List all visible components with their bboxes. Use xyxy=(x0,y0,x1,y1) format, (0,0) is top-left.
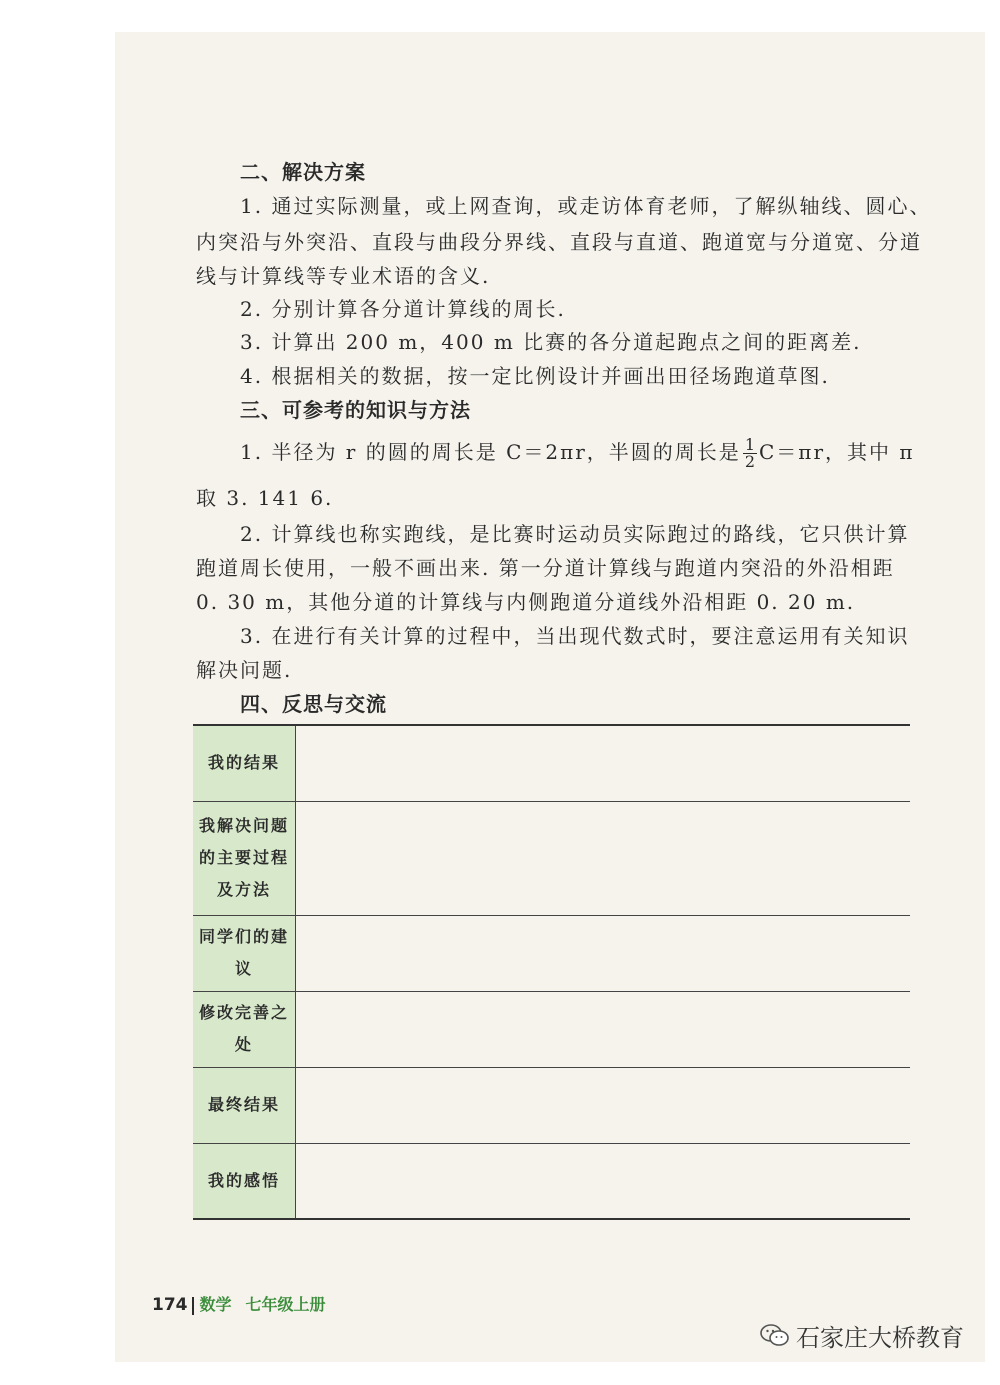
section3-knowledge2-line3: 0. 30 m，其他分道的计算线与内侧跑道分道线外沿相距 0. 20 m. xyxy=(196,590,856,614)
table-row xyxy=(193,991,910,1067)
fraction-numerator: 1 xyxy=(744,435,755,454)
row-label: 我的感悟 xyxy=(193,1143,296,1219)
row-label: 我解决问题的主要过程及方法 xyxy=(193,801,296,915)
section3-knowledge3-line2: 解决问题. xyxy=(196,658,293,682)
table-row xyxy=(193,801,910,915)
section3-heading: 三、可参考的知识与方法 xyxy=(240,398,471,422)
knowledge1-text-after: C＝πr，其中 π xyxy=(759,440,915,464)
section2-item1-line1: 1. 通过实际测量，或上网查询，或走访体育老师，了解纵轴线、圆心、 xyxy=(240,194,932,218)
section2-item2: 2. 分别计算各分道计算线的周长. xyxy=(240,297,566,321)
answer-cell[interactable] xyxy=(296,725,911,801)
section2-item3: 3. 计算出 200 m，400 m 比赛的各分道起跑点之间的距离差. xyxy=(240,330,862,354)
section3-knowledge1-line1 xyxy=(240,436,915,470)
section3-knowledge3-line1: 3. 在进行有关计算的过程中，当出现代数式时，要注意运用有关知识 xyxy=(240,624,910,648)
footer-grade: 七年级上册 xyxy=(245,1295,326,1314)
section4-heading: 四、反思与交流 xyxy=(240,692,387,716)
page-footer xyxy=(152,1292,326,1315)
answer-cell[interactable] xyxy=(296,991,911,1067)
row-label: 我的结果 xyxy=(193,725,296,801)
knowledge1-text-before: 1. 半径为 r 的圆的周长是 C＝2πr，半圆的周长是 xyxy=(240,440,741,464)
section3-knowledge2-line2: 跑道周长使用，一般不画出来. 第一分道计算线与跑道内突沿的外沿相距 xyxy=(196,556,895,580)
row-label: 最终结果 xyxy=(193,1067,296,1143)
answer-cell[interactable] xyxy=(296,1143,911,1219)
answer-cell[interactable] xyxy=(296,915,911,991)
watermark-text: 石家庄大桥教育 xyxy=(796,1324,964,1352)
source-watermark xyxy=(760,1318,964,1355)
row-label: 修改完善之处 xyxy=(193,991,296,1067)
table-row xyxy=(193,1067,910,1143)
section3-knowledge1-line2: 取 3. 141 6. xyxy=(196,486,334,510)
answer-cell[interactable] xyxy=(296,801,911,915)
fraction-one-half xyxy=(743,437,757,470)
section2-item4: 4. 根据相关的数据，按一定比例设计并画出田径场跑道草图. xyxy=(240,364,830,388)
footer-divider xyxy=(192,1297,194,1315)
footer-subject: 数学 xyxy=(199,1295,232,1314)
table-row xyxy=(193,1143,910,1219)
page-number: 174 xyxy=(152,1295,188,1315)
section2-item1-line3: 线与计算线等专业术语的含义. xyxy=(196,264,491,288)
table-row xyxy=(193,725,910,801)
section2-item1-line2: 内突沿与外突沿、直段与曲段分界线、直段与直道、跑道宽与分道宽、分道 xyxy=(196,230,922,254)
section3-knowledge2-line1: 2. 计算线也称实跑线，是比赛时运动员实际跑过的路线，它只供计算 xyxy=(240,522,910,546)
wechat-icon xyxy=(760,1323,790,1355)
answer-cell[interactable] xyxy=(296,1067,911,1143)
fraction-denominator: 2 xyxy=(744,452,755,471)
table-row xyxy=(193,915,910,991)
row-label: 同学们的建议 xyxy=(193,915,296,991)
section2-heading: 二、解决方案 xyxy=(240,160,366,184)
reflection-table xyxy=(193,724,910,1220)
